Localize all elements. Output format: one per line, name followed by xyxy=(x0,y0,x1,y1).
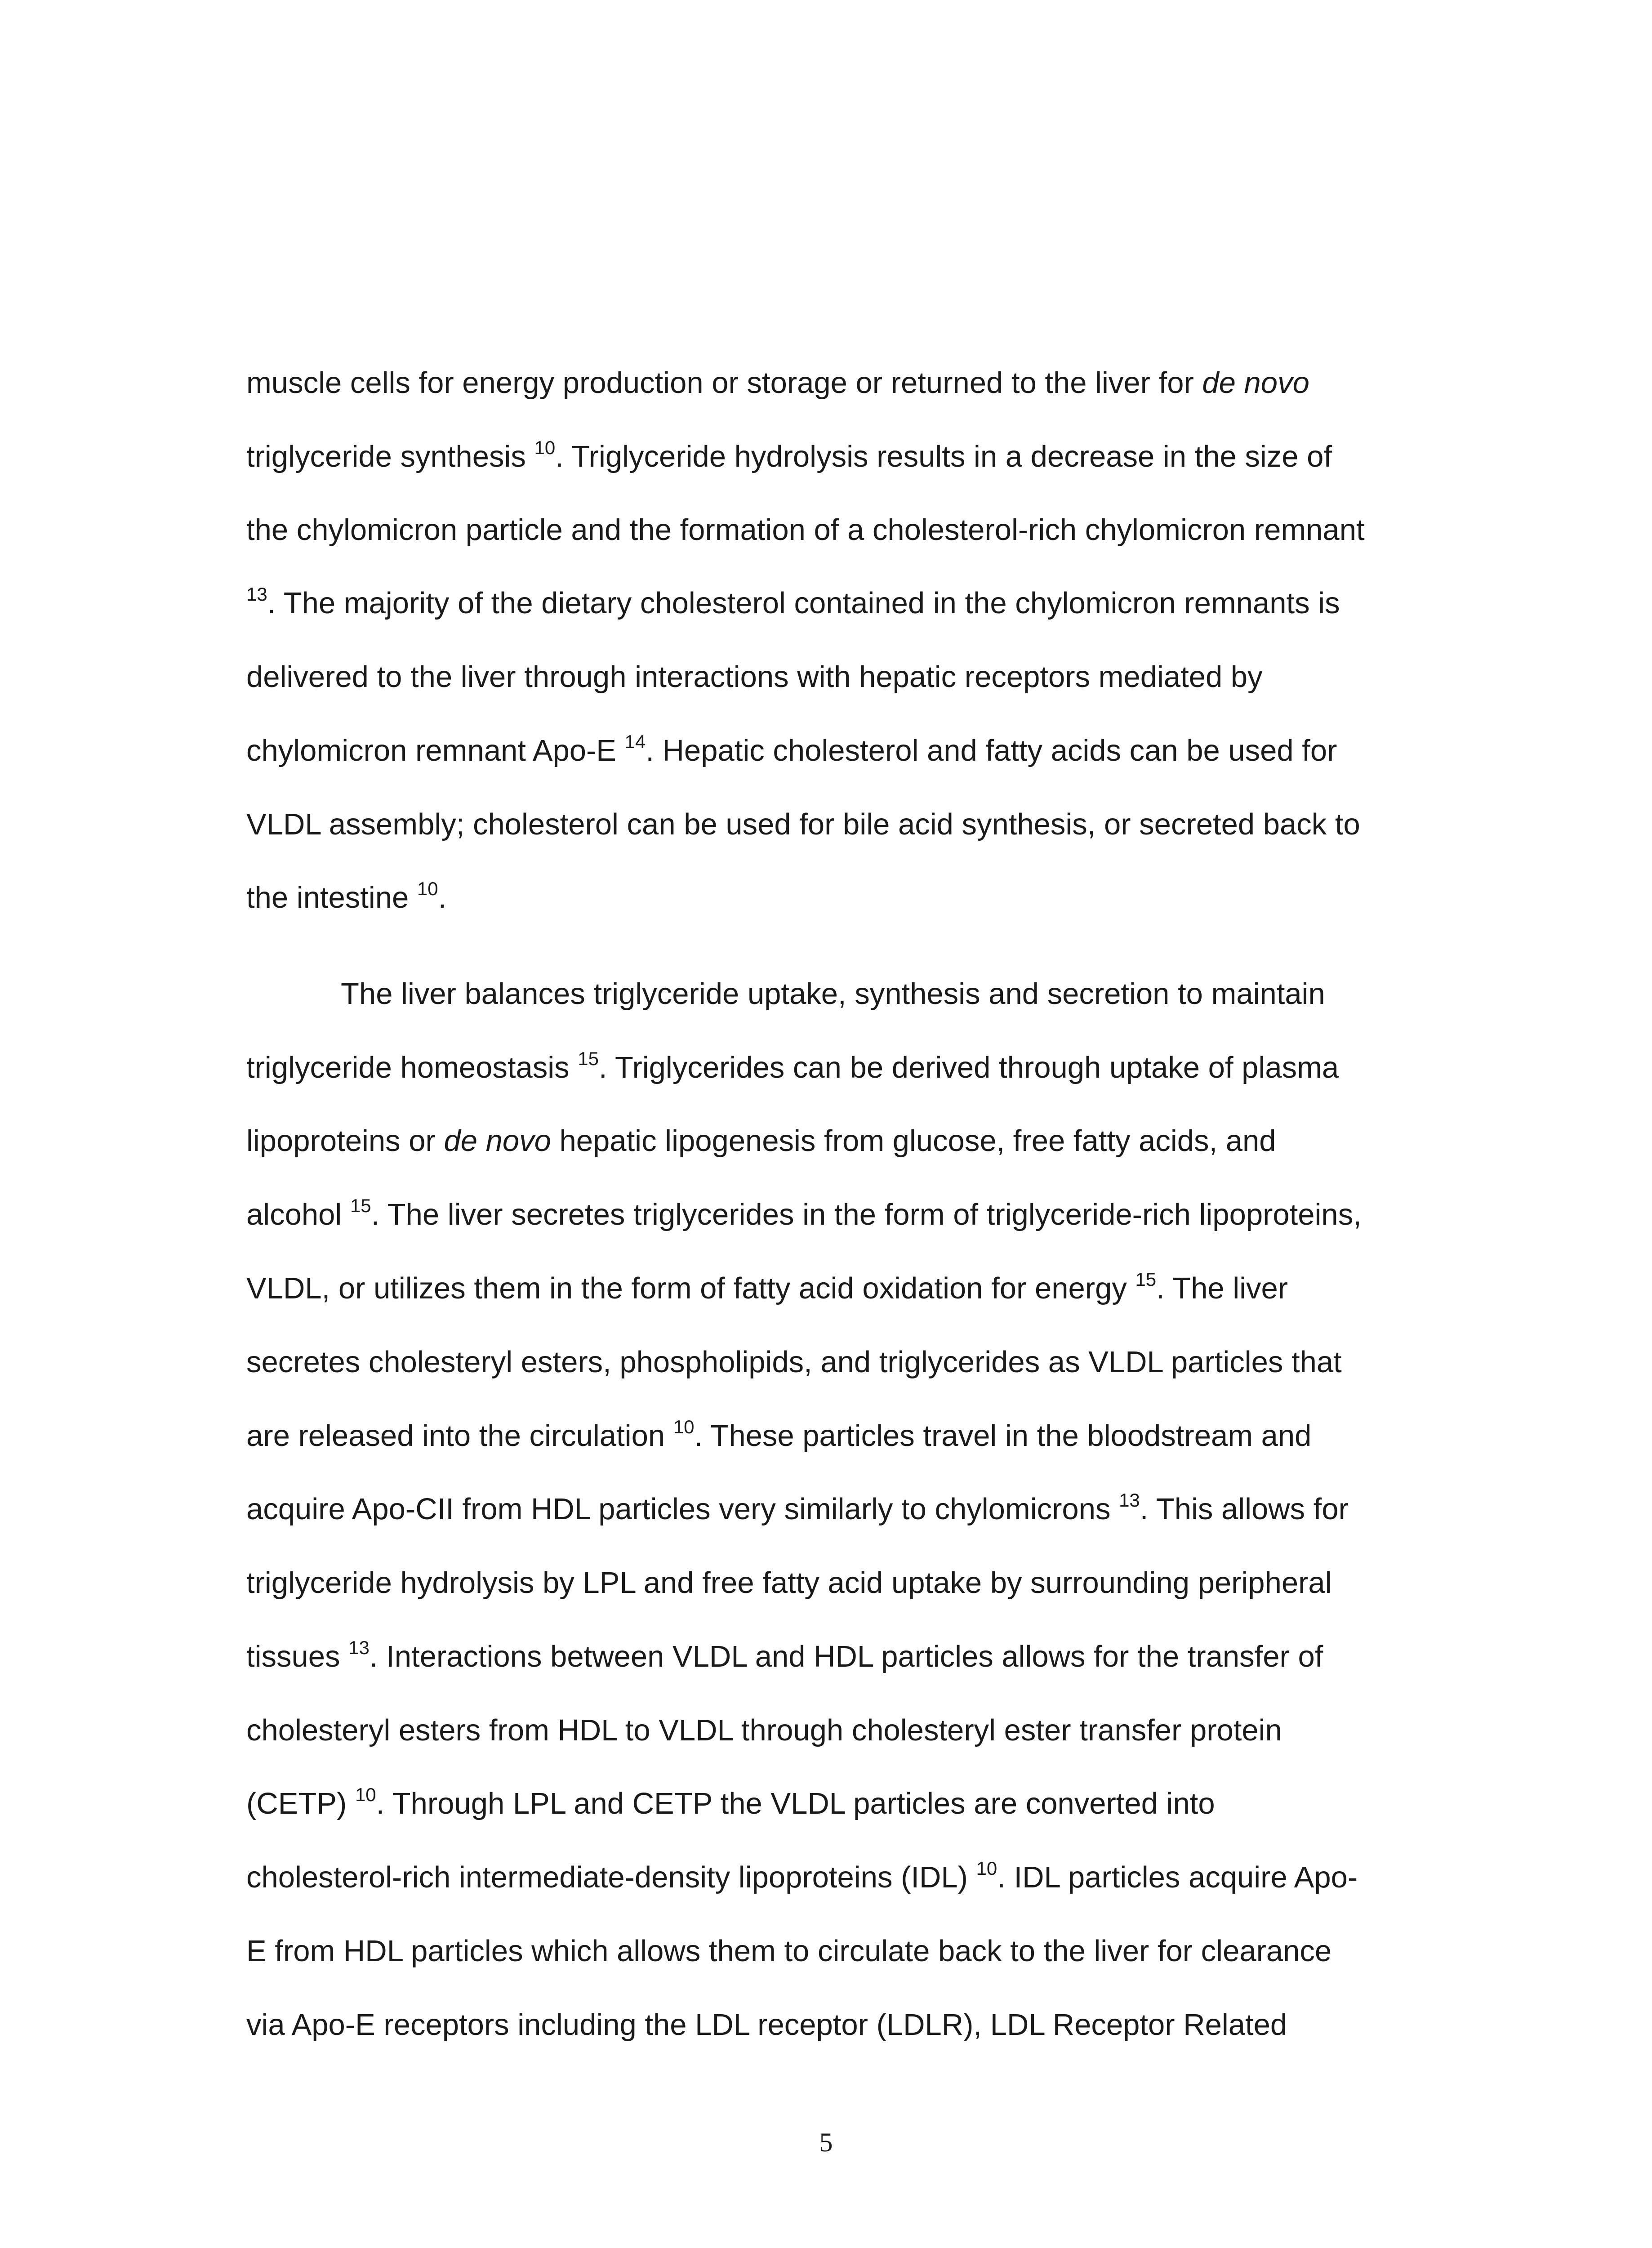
citation-superscript: 13 xyxy=(348,1637,370,1658)
citation-superscript: 13 xyxy=(246,584,267,605)
text-segment: hepatic lipogenesis from glucose, free fatty acids, and xyxy=(551,1124,1276,1158)
text-segment: via Apo-E receptors including the LDL receptor (LDLR), LDL Receptor Related xyxy=(246,2008,1287,2042)
text-segment: (CETP) xyxy=(246,1787,355,1820)
text-line xyxy=(246,731,1337,767)
text-segment: triglyceride synthesis xyxy=(246,440,534,473)
text-line xyxy=(246,878,447,914)
italic-text: de novo xyxy=(444,1124,551,1158)
text-segment: E from HDL particles which allows them to circulate back to the liver for clearance xyxy=(246,1934,1332,1968)
text-segment: the intestine xyxy=(246,881,417,914)
text-segment: chylomicron remnant Apo-E xyxy=(246,734,625,767)
citation-superscript: 15 xyxy=(578,1048,599,1069)
text-line xyxy=(246,1195,1362,1231)
text-segment: The liver balances triglyceride uptake, synthesis and secretion to maintain xyxy=(341,977,1325,1011)
text-segment: lipoproteins or xyxy=(246,1124,444,1158)
text-segment: VLDL assembly; cholesterol can be used for bile acid synthesis, or secreted back to xyxy=(246,807,1360,841)
text-line xyxy=(246,1416,1312,1453)
text-line xyxy=(246,1715,1282,1745)
text-line xyxy=(246,1568,1332,1598)
text-segment: tissues xyxy=(246,1640,349,1673)
text-segment: secretes cholesteryl esters, phospholipids, and triglycerides as VLDL particles that xyxy=(246,1345,1342,1379)
citation-superscript: 10 xyxy=(673,1416,695,1437)
text-line xyxy=(246,1490,1349,1526)
text-segment: triglyceride hydrolysis by LPL and free fatty acid uptake by surrounding peripheral xyxy=(246,1566,1332,1600)
citation-superscript: 15 xyxy=(350,1195,371,1216)
text-line xyxy=(246,1784,1215,1820)
text-line xyxy=(246,2010,1287,2040)
text-line xyxy=(246,437,1332,473)
text-line xyxy=(246,1048,1339,1084)
text-segment: . Through LPL and CETP the VLDL particles are converted into xyxy=(376,1787,1215,1820)
citation-superscript: 10 xyxy=(976,1858,997,1879)
text-line xyxy=(246,1858,1358,1894)
text-segment: are released into the circulation xyxy=(246,1419,673,1453)
text-segment: . These particles travel in the bloodstream and xyxy=(694,1419,1312,1453)
citation-superscript: 10 xyxy=(534,437,556,458)
text-segment: . Triglycerides can be derived through uptake of plasma xyxy=(599,1051,1339,1084)
page-number: 5 xyxy=(819,2128,833,2157)
text-line xyxy=(246,1637,1323,1673)
citation-superscript: 14 xyxy=(624,731,646,752)
text-line xyxy=(246,1126,1276,1156)
text-segment: . The liver secretes triglycerides in the form of triglyceride-rich lipoproteins, xyxy=(371,1198,1362,1231)
text-segment: . The majority of the dietary cholesterol contained in the chylomicron remnants is xyxy=(267,586,1340,620)
text-line xyxy=(246,368,1309,398)
text-segment: delivered to the liver through interactions with hepatic receptors mediated by xyxy=(246,660,1263,694)
text-line xyxy=(341,979,1325,1009)
text-segment: the chylomicron particle and the formation of a cholesterol-rich chylomicron remnant xyxy=(246,513,1365,547)
text-segment: cholesteryl esters from HDL to VLDL through cholesteryl ester transfer protein xyxy=(246,1713,1282,1747)
citation-superscript: 10 xyxy=(355,1784,376,1805)
text-line xyxy=(246,809,1360,839)
text-segment: . The liver xyxy=(1156,1271,1288,1305)
text-line xyxy=(246,662,1263,692)
text-line xyxy=(246,515,1365,545)
text-segment: acquire Apo-CII from HDL particles very similarly to chylomicrons xyxy=(246,1492,1119,1526)
text-line xyxy=(246,1269,1288,1305)
text-segment: alcohol xyxy=(246,1198,350,1231)
text-segment: triglyceride homeostasis xyxy=(246,1051,578,1084)
text-segment: . Hepatic cholesterol and fatty acids can be used for xyxy=(646,734,1337,767)
text-segment: . Interactions between VLDL and HDL particles allows for the transfer of xyxy=(369,1640,1323,1673)
text-segment: . xyxy=(438,881,447,914)
text-segment: . Triglyceride hydrolysis results in a decrease in the size of xyxy=(555,440,1332,473)
text-segment: . This allows for xyxy=(1140,1492,1349,1526)
italic-text: de novo xyxy=(1202,366,1309,400)
text-segment: cholesterol-rich intermediate-density lipoproteins (IDL) xyxy=(246,1860,976,1894)
text-segment: VLDL, or utilizes them in the form of fatty acid oxidation for energy xyxy=(246,1271,1135,1305)
text-segment: muscle cells for energy production or storage or returned to the liver for xyxy=(246,366,1202,400)
citation-superscript: 15 xyxy=(1135,1269,1157,1290)
text-segment: . IDL particles acquire Apo- xyxy=(997,1860,1358,1894)
citation-superscript: 10 xyxy=(417,878,438,899)
citation-superscript: 13 xyxy=(1119,1490,1140,1511)
text-line xyxy=(246,584,1340,620)
text-line xyxy=(246,1347,1342,1377)
text-line xyxy=(246,1936,1331,1966)
